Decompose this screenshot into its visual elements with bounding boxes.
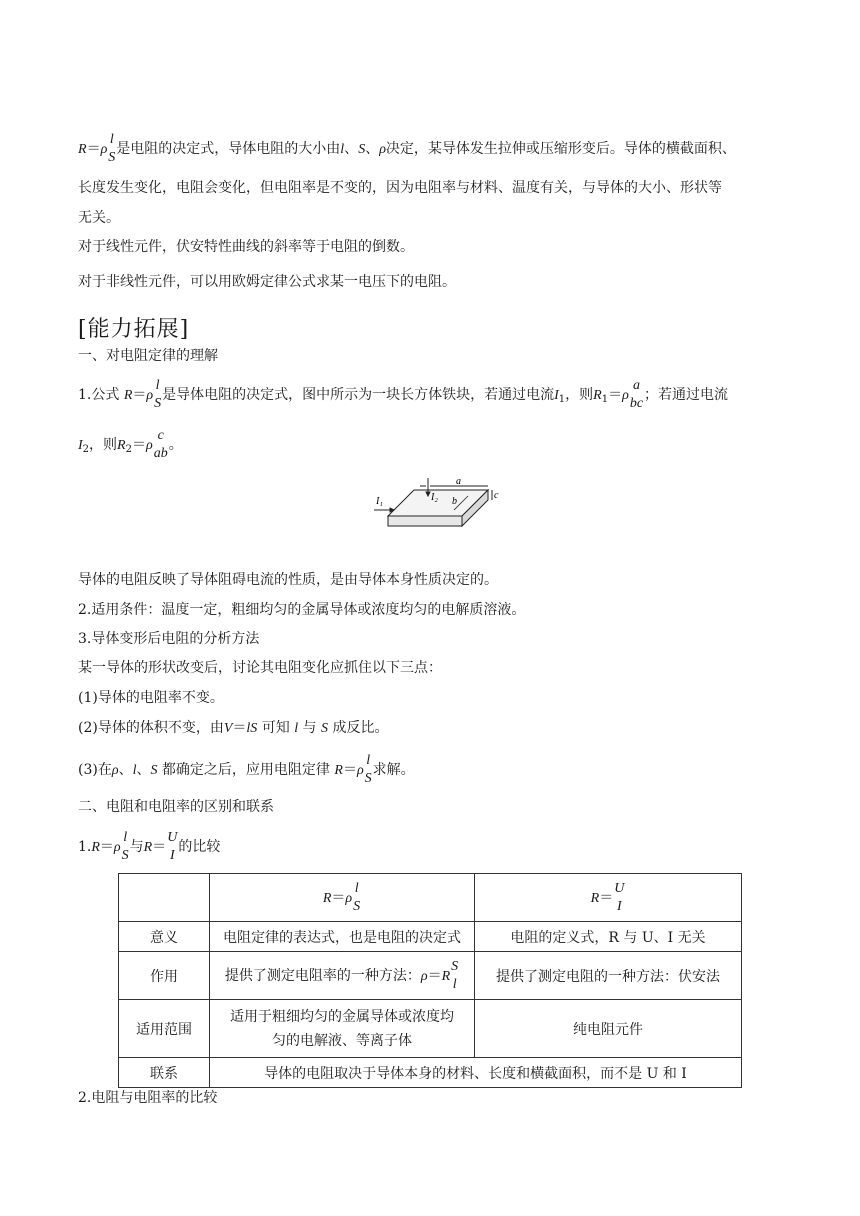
row-label: 适用范围 bbox=[119, 1000, 210, 1058]
section1-p1: 1.公式 R＝ρ l S 是导体电阻的决定式，图中所示为一块长方体铁块，若通过电流$I_1$，则$R_1=\rho$ a bc ；若通过电流 bbox=[78, 378, 729, 411]
table-row bbox=[119, 952, 742, 1000]
cell-col1: 电阻定律的表达式，也是电阻的决定式 bbox=[210, 922, 475, 952]
intro-line-4: 对于线性元件，伏安特性曲线的斜率等于电阻的倒数。 bbox=[78, 239, 414, 255]
section1-p5: 某一导体的形状改变后，讨论其电阻变化应抓住以下三点： bbox=[78, 660, 442, 676]
table-row bbox=[119, 1058, 742, 1088]
section1-p1b: $I_2$，则$R_2=\rho$ c ab 。 bbox=[78, 428, 183, 461]
section1-p6: (1)导体的电阻率不变。 bbox=[78, 690, 224, 706]
table-corner-cell bbox=[119, 874, 210, 922]
intro-line-3: 无关。 bbox=[78, 210, 120, 226]
iron-block-figure bbox=[370, 474, 500, 544]
header-formula-1: R＝ρ l S bbox=[210, 874, 475, 922]
row-label: 意义 bbox=[119, 922, 210, 952]
row-label: 联系 bbox=[119, 1058, 210, 1088]
cell-col1: 提供了测定电阻率的一种方法：ρ＝R S l bbox=[210, 952, 475, 1000]
header-formula-2: R＝ U I bbox=[475, 874, 742, 922]
cell-col2: 电阻的定义式，R 与 U、I 无关 bbox=[475, 922, 742, 952]
table-row bbox=[119, 922, 742, 952]
i2-label: I₂ bbox=[431, 492, 438, 503]
cell-col1: 适用于粗细均匀的金属导体或浓度均 匀的电解液、等离子体 bbox=[210, 1000, 475, 1058]
section2-compare-heading: 1.R＝ρ l S 与R＝ U I 的比较 bbox=[78, 830, 221, 863]
merged-cell: 导体的电阻取决于导体本身的材料、长度和横截面积，而不是 U 和 I bbox=[210, 1058, 742, 1088]
cell-col2: 纯电阻元件 bbox=[475, 1000, 742, 1058]
section2-last-line: 2.电阻与电阻率的比较 bbox=[78, 1090, 218, 1106]
b-label: b bbox=[452, 496, 457, 507]
table-row bbox=[119, 1000, 742, 1058]
intro-line-2: 长度发生变化，电阻会变化，但电阻率是不变的，因为电阻率与材料、温度有关，与导体的大小、形状等 bbox=[78, 180, 722, 196]
intro-line-5: 对于非线性元件，可以用欧姆定律公式求某一电压下的电阻。 bbox=[78, 274, 456, 290]
section1-p7: (2)导体的体积不变，由V＝lS 可知 l 与 S 成反比。 bbox=[78, 720, 389, 736]
section1-title: 一、对电阻定律的理解 bbox=[78, 348, 218, 364]
comparison-table bbox=[118, 873, 742, 1088]
table-header-row bbox=[119, 874, 742, 922]
section1-p4: 3.导体变形后电阻的分析方法 bbox=[78, 631, 260, 647]
intro-line-1: R＝ρ l S 是电阻的决定式，导体电阻的大小由l、S、ρ决定，某导体发生拉伸或压缩形变后。导体的横截面积、 bbox=[78, 132, 736, 165]
section1-p3: 2.适用条件：温度一定，粗细均匀的金属导体或浓度均匀的电解质溶液。 bbox=[78, 602, 526, 618]
section2-title: 二、电阻和电阻率的区别和联系 bbox=[78, 799, 274, 815]
c-label: c bbox=[494, 490, 499, 501]
section-heading: [能力拓展] bbox=[78, 317, 190, 342]
section1-p8: (3)在ρ、l、S 都确定之后，应用电阻定律 R＝ρ l S 求解。 bbox=[78, 753, 415, 786]
i1-label: I₁ bbox=[376, 496, 383, 507]
section1-p2: 导体的电阻反映了导体阻碍电流的性质，是由导体本身性质决定的。 bbox=[78, 572, 498, 588]
cell-col2: 提供了测定电阻的一种方法：伏安法 bbox=[475, 952, 742, 1000]
row-label: 作用 bbox=[119, 952, 210, 1000]
a-label: a bbox=[456, 476, 461, 487]
